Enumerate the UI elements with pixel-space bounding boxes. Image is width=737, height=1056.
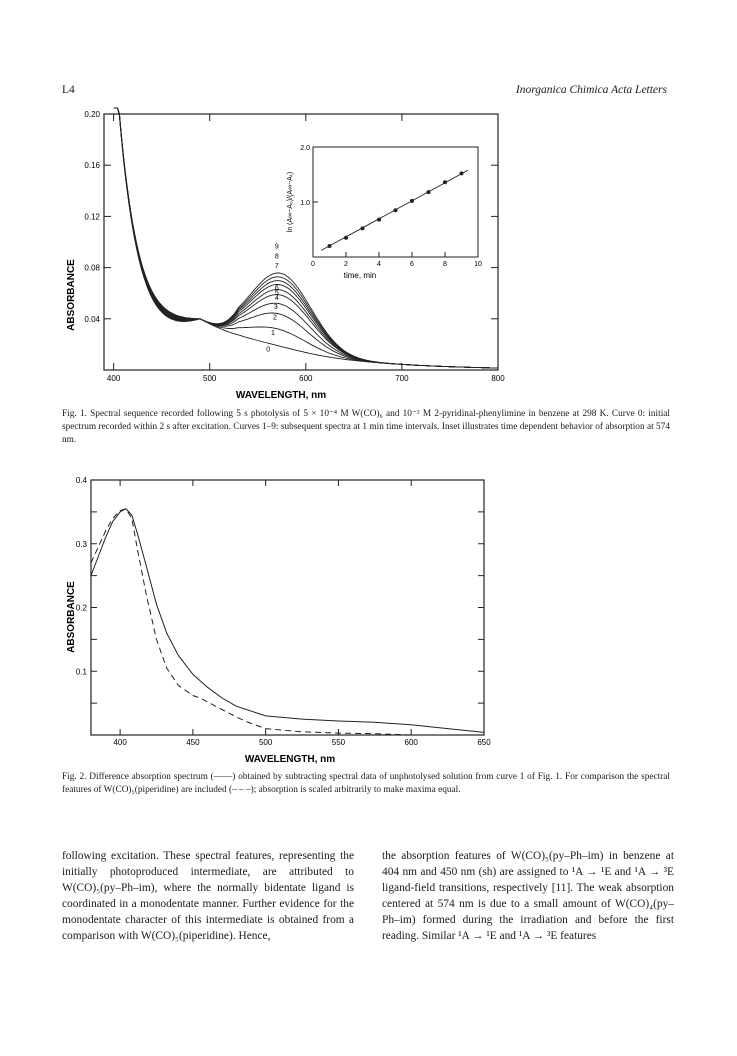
figure-1-y-tick-label: 0.12 bbox=[84, 212, 100, 222]
figure-1-curve-label: 1 bbox=[271, 329, 275, 337]
figure-2-x-tick-label: 450 bbox=[186, 738, 200, 747]
inset-data-point bbox=[328, 244, 332, 248]
figure-1-caption: Fig. 1. Spectral sequence recorded following 5 s photolysis of 5 × 10⁻⁴ M W(CO)₆ and 10⁻² M 2-pyridinal-phenylimine in benzene at 298 K. Curve 0: initial spectrum recorded within 2 s after excitation. Curves 1–9: subsequent spectra at 1 min time intervals. Inset illustrates time dependent behavior of absorption at 574 nm. bbox=[62, 409, 670, 445]
figure-1-curve-label: 8 bbox=[274, 253, 279, 261]
inset-x-tick-label: 6 bbox=[410, 261, 414, 268]
body-paragraph-right: the absorption features of W(CO)₅(py–Ph–im) in benzene at 404 nm and 450 nm (sh) are assigned to ¹A → ¹E and ¹A → ³E ligand-field transitions, respectively [11]. The weak absorption centered at 574 nm is due to a small amount of W(CO)₄(py–Ph–im) formed during the irradiation and before the first reading. Similar ¹A → ¹E and ¹A → ³E features bbox=[382, 850, 674, 942]
body-text-right-column bbox=[382, 848, 674, 944]
figure-2-x-tick-label: 500 bbox=[258, 738, 273, 747]
figure-1-x-tick-label: 800 bbox=[491, 374, 505, 383]
figure-1-curve-label: 5 bbox=[274, 290, 279, 298]
figure-1-x-tick-label: 400 bbox=[106, 374, 121, 383]
figure-1-x-tick-label: 500 bbox=[203, 374, 217, 383]
inset-y-tick-label: 2.0 bbox=[300, 145, 310, 152]
figure-1-y-tick-label: 0.04 bbox=[84, 314, 100, 324]
inset-y-tick-label: 1.0 bbox=[300, 200, 310, 207]
figure-2-x-tick-label: 400 bbox=[113, 738, 127, 747]
figure-2-solid-series-line bbox=[91, 509, 484, 733]
figure-2-y-tick-label: 0.1 bbox=[75, 667, 87, 677]
figure-1-x-tick-label: 600 bbox=[299, 374, 313, 383]
figure-2-chart bbox=[0, 472, 737, 772]
figure-2-x-tick-label: 600 bbox=[404, 738, 418, 747]
figure-1-y-tick-label: 0.20 bbox=[84, 110, 100, 119]
figure-2-x-axis-label: WAVELENGTH, nm bbox=[244, 754, 336, 765]
figure-1-curve-label: 2 bbox=[272, 314, 277, 322]
inset-y-axis-label: ln (A∞−A₀)/(A∞−Aₜ) bbox=[287, 171, 294, 233]
figure-2-x-tick-label: 550 bbox=[331, 738, 346, 747]
inset-x-tick-label: 0 bbox=[311, 261, 315, 268]
figure-1-curve-label: 7 bbox=[274, 263, 279, 271]
body-paragraph-left: following excitation. These spectral features, representing the initially photoproduced intermediate, are attributed to W(CO)₅(py–Ph–im), where the normally bidentate ligand is coordinated in a monodentate manner. Further evidence for the monodentate character of this intermediate is obtained from a comparison with W(CO)₅(piperidine). Hence, bbox=[62, 850, 354, 942]
inset-data-point bbox=[460, 171, 464, 175]
figure-2-y-tick-label: 0.2 bbox=[75, 603, 87, 613]
figure-1-plot-area bbox=[84, 108, 505, 383]
inset-x-tick-label: 10 bbox=[474, 261, 482, 268]
inset-x-tick-label: 8 bbox=[443, 261, 447, 268]
inset-x-tick-label: 4 bbox=[377, 261, 381, 268]
body-text-left-column bbox=[62, 848, 354, 944]
figure-2-y-tick-label: 0.3 bbox=[75, 539, 87, 549]
inset-x-tick-label: 2 bbox=[344, 261, 348, 268]
inset-data-point bbox=[410, 199, 414, 203]
inset-data-point bbox=[377, 218, 381, 222]
figure-2-caption: Fig. 2. Difference absorption spectrum (——) obtained by subtracting spectral data of unphotolysed solution from curve 1 of Fig. 1. For comparison the spectral features of W(CO)₅(piperidine) are included (– – –); absorption is scaled arbitrarily to make maxima equal. bbox=[62, 772, 670, 795]
figure-1-chart bbox=[0, 100, 737, 510]
page-number: L4 bbox=[62, 84, 75, 96]
inset-frame bbox=[313, 147, 478, 257]
figure-1-curve-label: 9 bbox=[274, 243, 279, 251]
figure-1-curve-label: 0 bbox=[266, 346, 271, 354]
figure-2-dashed-series-line bbox=[91, 509, 411, 735]
figure-1-curve-label: 3 bbox=[273, 304, 278, 312]
journal-title: Inorganica Chimica Acta Letters bbox=[515, 84, 667, 96]
inset-data-point bbox=[427, 190, 431, 194]
figure-1-x-tick-label: 700 bbox=[395, 374, 409, 383]
figure-1-curve-label: 4 bbox=[274, 295, 279, 303]
figure-1-y-axis-label: ABSORBANCE bbox=[66, 259, 77, 331]
figure-2-y-axis-label: ABSORBANCE bbox=[66, 581, 77, 653]
figure-1-x-axis-label: WAVELENGTH, nm bbox=[235, 390, 327, 401]
figure-1-y-tick-label: 0.16 bbox=[84, 161, 100, 171]
inset-data-point bbox=[361, 226, 365, 230]
figure-2-y-tick-label: 0.4 bbox=[75, 476, 87, 485]
inset-x-axis-label: time, min bbox=[343, 271, 377, 280]
inset-data-point bbox=[344, 236, 348, 240]
inset-data-point bbox=[443, 180, 447, 184]
figure-1-curve-label: 6 bbox=[274, 284, 279, 292]
figure-1-y-tick-label: 0.08 bbox=[84, 263, 100, 273]
figure-2-plot-area bbox=[76, 476, 491, 747]
figure-2-x-tick-label: 650 bbox=[477, 738, 491, 747]
inset-data-point bbox=[394, 208, 398, 212]
figure-2-frame bbox=[91, 480, 484, 735]
